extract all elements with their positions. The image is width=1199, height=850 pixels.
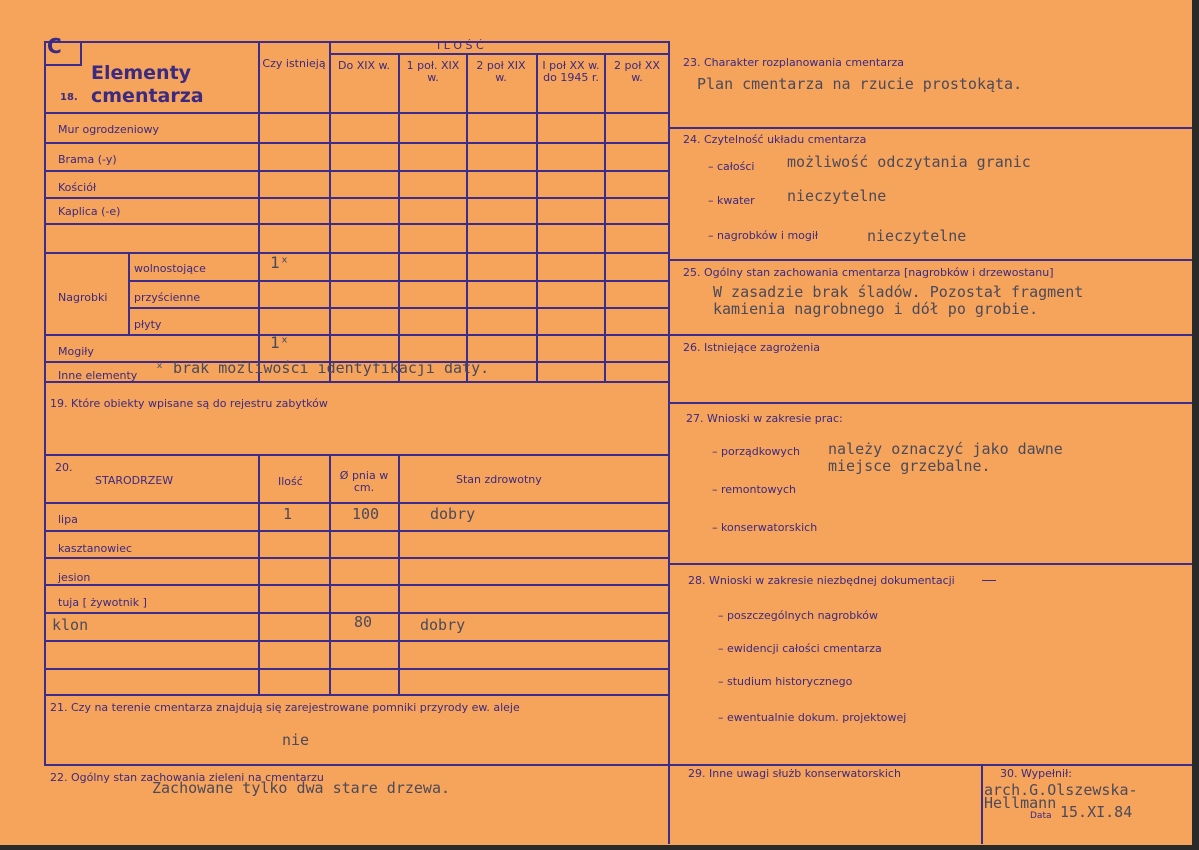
letter-underline [44,64,82,66]
form-rule [44,142,669,144]
klon-name: klon [52,616,89,634]
form-rule [128,307,669,309]
lipa-pien: 100 [352,505,380,523]
s18-title-2: cmentarza [91,85,204,107]
row-inne: Inne elementy [58,369,138,382]
header-col-4: I poł XX w. do 1945 r. [542,59,600,85]
s25-label: 25. Ogólny stan zachowania cmentarza [nagrobków i drzewostanu] [683,266,1054,279]
form-rule [44,252,669,254]
s20-pien: Ø pnia w cm. [339,469,389,495]
rule-col-exists [258,41,260,382]
form-rule [44,584,669,586]
entry-mogily: 1ˣ [270,333,290,352]
form-rule [44,381,669,383]
form-rule [668,334,1192,336]
row-brama: Brama (-y) [58,153,117,166]
entry-wolnostojace: 1ˣ [270,253,290,272]
row-wolnostojace: wolnostojące [134,262,206,275]
form-rule [398,454,400,695]
form-rule [44,694,669,696]
tree-jesion: jesion [58,571,91,584]
s30-date-label: Data [1030,811,1052,821]
s27-a-label: – porządkowych [712,445,800,458]
form-rule [982,580,996,581]
form-rule [466,54,468,382]
header-col-1: Do XIX w. [338,59,390,72]
s23-answer: Plan cmentarza na rzucie prostokąta. [697,75,1023,93]
s27-label: 27. Wnioski w zakresie prac: [686,412,843,425]
s20-number: 20. [55,461,73,474]
s26-label: 26. Istniejące zagrożenia [683,341,821,354]
form-rule [981,764,983,844]
form-rule [44,668,669,670]
header-col-5: 2 poł XX w. [614,59,660,85]
s25-line-2: kamienia nagrobnego i dół po grobie. [713,300,1039,318]
entry-inne-note: ˣ brak możliwości identyfikacji daty. [155,359,490,377]
s18-number: 18. [60,92,78,103]
tree-kasztanowiec: kasztanowiec [58,542,133,555]
row-kosciol: Kościół [58,181,97,194]
row-mogily: Mogiły [58,345,94,358]
s28-b-label: – ewidencji całości cmentarza [718,642,882,655]
s20-title: STARODRZEW [95,474,174,487]
tree-tuja: tuja [ żywotnik ] [58,596,147,609]
form-rule [668,563,1192,565]
form-rule [398,54,400,382]
form-rule [44,170,669,172]
klon-pien: 80 [354,613,373,631]
s22-label: 22. Ogólny stan zachowania zieleni na cmentarzu [50,771,324,784]
header-col-3: 2 poł XIX w. [476,59,526,85]
form-rule [44,557,669,559]
s24-b-answer: nieczytelne [787,187,887,205]
s24-c-label: – nagrobków i mogił [708,229,819,242]
klon-stan: dobry [420,616,466,634]
s18-title-1: Elementy [91,62,192,84]
s28-a-label: – poszczególnych nagrobków [718,609,878,622]
form-rule [329,41,331,382]
rule-middle [668,41,670,844]
s20-stan: Stan zdrowotny [456,473,542,486]
s24-a-answer: możliwość odczytania granic [787,153,1031,171]
row-mur: Mur ogrodzeniowy [58,123,159,136]
scan-edge-right [1192,0,1199,850]
form-rule [668,259,1192,261]
form-rule [44,640,669,642]
s24-a-label: – całości [708,160,755,173]
s24-label: 24. Czytelność układu cmentarza [683,133,867,146]
form-rule [44,334,669,336]
form-rule [329,454,331,695]
form-rule [44,223,669,225]
s30-name-2: Hellmann [984,794,1057,812]
form-rule [668,127,1192,129]
header-exists: Czy istnieją [262,57,326,70]
s28-c-label: – studium historycznego [718,675,853,688]
s23-label: 23. Charakter rozplanowania cmentarza [683,56,904,69]
s27-c-label: – konserwatorskich [712,521,818,534]
s28-d-label: – ewentualnie dokum. projektowej [718,711,907,724]
s21-answer: nie [282,731,310,749]
form-rule [604,54,606,382]
s30-label: 30. Wypełnił: [1000,767,1072,780]
s21-label: 21. Czy na terenie cmentarza znajdują się zarejestrowane pomniki przyrody ew. aleje [50,701,520,714]
row-plyty: płyty [134,318,162,331]
s22-answer: Zachowane tylko dwa stare drzewa. [152,779,451,797]
form-rule [44,530,669,532]
s25-line-1: W zasadzie brak śladów. Pozostał fragment [713,283,1084,301]
header-ilosc: I L O Ś Ć [437,39,484,52]
tree-lipa: lipa [58,513,78,526]
form-rule [668,764,1192,766]
form-rule [329,53,669,55]
s24-b-label: – kwater [708,194,755,207]
lipa-stan: dobry [430,505,476,523]
form-rule [44,502,669,504]
s30-date: 15.XI.84 [1060,803,1133,821]
form-rule [80,41,82,66]
row-nagrobki: Nagrobki [58,291,108,304]
form-rule [44,764,669,766]
rule-top [44,41,669,43]
form-rule [258,454,260,695]
s30-name-1: arch.G.Olszewska- [984,781,1138,799]
form-rule [44,454,669,456]
section-letter: C [47,34,62,58]
form-rule [668,402,1192,404]
s19-label: 19. Które obiekty wpisane są do rejestru zabytków [50,397,328,410]
form-rule [44,112,669,114]
s24-c-answer: nieczytelne [867,227,967,245]
s29-label: 29. Inne uwagi służb konserwatorskich [688,767,901,780]
s27-line-1: należy oznaczyć jako dawne [828,440,1063,458]
form-rule [128,252,130,335]
scan-edge-bottom [0,845,1199,850]
s27-line-2: miejsce grzebalne. [828,457,991,475]
s27-b-label: – remontowych [712,483,797,496]
s20-ilosc: Ilość [278,475,303,488]
header-col-2: 1 poł. XIX w. [406,59,460,85]
form-rule [44,197,669,199]
rule-left [44,41,46,764]
lipa-ilosc: 1 [283,505,293,523]
form-rule [536,54,538,382]
row-kaplica: Kaplica (-e) [58,205,121,218]
s28-label: 28. Wnioski w zakresie niezbędnej dokumentacji [688,574,955,587]
form-rule [128,280,669,282]
row-przyscienne: przyścienne [134,291,201,304]
